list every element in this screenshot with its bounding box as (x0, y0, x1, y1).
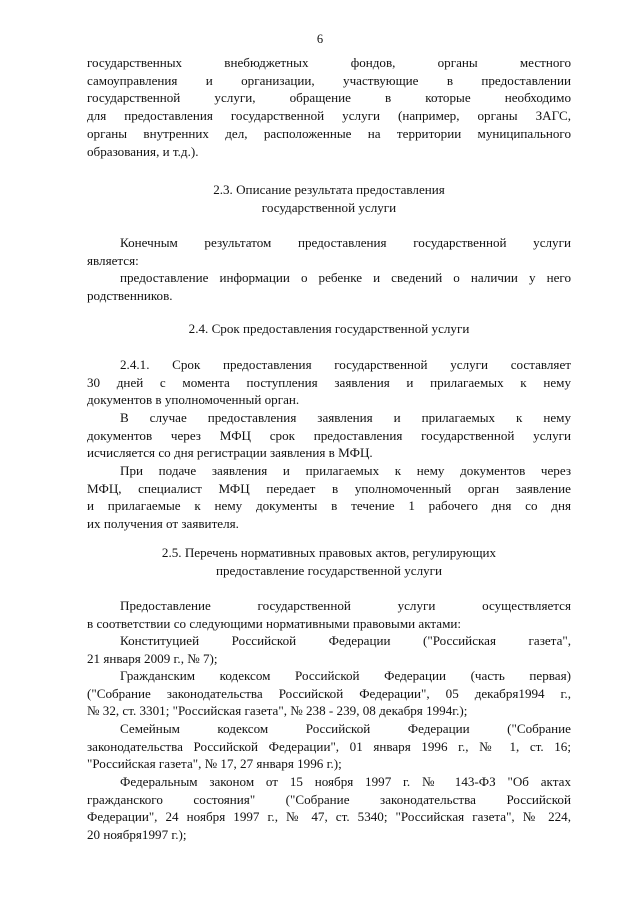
section-2-5-paragraph-4: Семейным кодексом Российской Федерации ("Собрание законодательства Российской Федерации", 01 января 1996 г., № 1, ст. 16; "Российская газета", № 17, 27 января 1996 г.); (87, 721, 571, 772)
text-line: государственных внебюджетных фондов, органы местного (87, 55, 571, 70)
text-line: образования, и т.д.). (87, 143, 199, 159)
section-2-3-paragraph-2: предоставление информации о ребенке и сведений о наличии у него родственников. (87, 270, 571, 303)
section-2-5-paragraph-1: Предоставление государственной услуги осуществляется в соответствии со следующими нормативными правовыми актами: (87, 598, 571, 631)
section-2-3-heading: 2.3. Описание результата предоставления государственной услуги (213, 182, 445, 215)
section-2-5-paragraph-2: Конституцией Российской Федерации ("Российская газета", 21 января 2009 г., № 7); (87, 633, 571, 666)
section-2-5-paragraph-5: Федеральным законом от 15 ноября 1997 г. № 143-ФЗ "Об актах гражданского состояния" ("Собрание законодательства Российской Федерации", 24 ноября 1997 г., № 47, ст. 5340; "Российская газета", № 224, 20 ноября1997 г.); (87, 774, 571, 843)
text-line: органы внутренних дел, расположенные на территории муниципального (87, 125, 571, 141)
text-line: самоуправления и организации, участвующие в предоставлении (87, 72, 571, 88)
text-line: государственной услуги, обращение в которые необходимо (87, 90, 571, 106)
text-line: для предоставления государственной услуги (например, органы ЗАГС, (87, 108, 571, 124)
section-2-5-heading: 2.5. Перечень нормативных правовых актов, регулирующих предоставление государственной услуги (161, 545, 497, 578)
section-2-5-paragraph-3: Гражданским кодексом Российской Федерации (часть первая) ("Собрание законодательства Российской Федерации", 05 декабря1994 г., № 32, ст. 3301; "Российская газета", № 238 - 239, 08 декабря 1994г.); (87, 668, 571, 719)
intro-paragraph (87, 54, 571, 160)
section-2-4-paragraph-1: 2.4.1. Срок предоставления государственной услуги составляет 30 дней с момента поступления заявления и прилагаемых к нему документов в уполномоченный орган. (87, 357, 571, 408)
section-2-4-paragraph-3: При подаче заявления и прилагаемых к нему документов через МФЦ, специалист МФЦ передает в уполномоченный орган заявление и прилагаемые к нему документы в течение 1 рабочего дня со дня их получения от заявителя. (87, 463, 571, 532)
section-2-3-paragraph-1: Конечным результатом предоставления государственной услуги является: (87, 235, 571, 268)
section-2-4-paragraph-2: В случае предоставления заявления и прилагаемых к нему документов через МФЦ срок предоставления государственной услуги исчисляется со дня регистрации заявления в МФЦ. (87, 410, 571, 461)
section-2-4-heading: 2.4. Срок предоставления государственной услуги (188, 321, 470, 336)
page-number: 6 (316, 32, 324, 46)
